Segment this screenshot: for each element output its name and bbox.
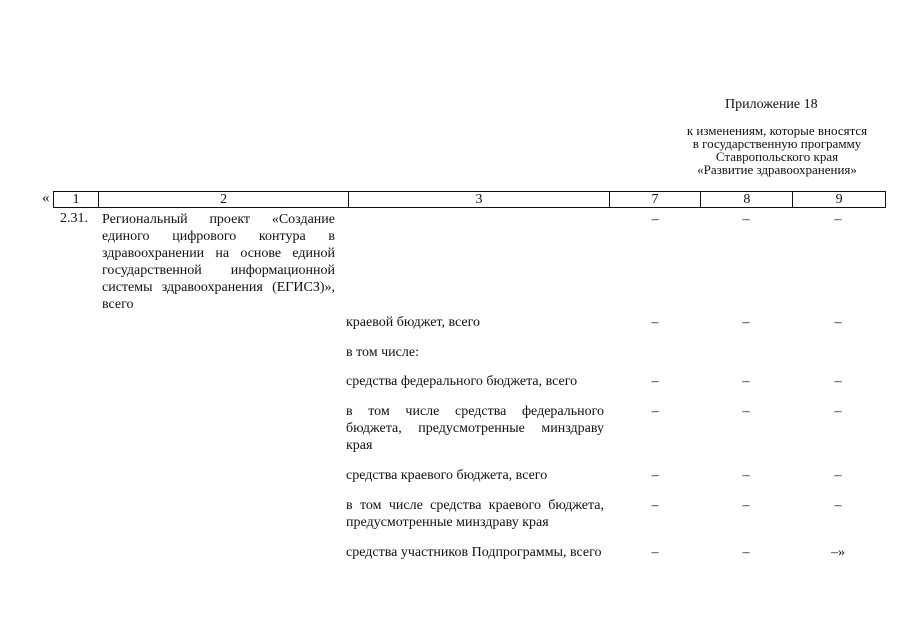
table-cell: –: [742, 374, 750, 389]
row-label: в том числе:: [346, 345, 419, 360]
table-cell: –»: [831, 545, 845, 560]
column-header: 7: [610, 192, 702, 207]
table-header: [53, 191, 886, 208]
project-name: Региональный проект «Создание единого цифрового контура в здравоохранении на основе единой государственной информационной системы здравоохранения (ЕГИСЗ)», всего: [102, 212, 335, 312]
row-number: 2.31.: [60, 211, 88, 226]
column-header: 8: [701, 192, 793, 207]
row-label: средства федерального бюджета, всего: [346, 374, 578, 389]
table-cell: –: [651, 545, 659, 560]
appendix-note-line: «Развитие здравоохранения»: [697, 162, 857, 177]
appendix-note-line: к изменениям, которые вносятся: [686, 123, 868, 138]
column-header: 1: [54, 192, 99, 207]
appendix-note-line: Ставропольского края: [715, 149, 839, 164]
table-cell: –: [651, 374, 659, 389]
table-cell: –: [742, 404, 750, 419]
open-quote: «: [42, 190, 50, 206]
table-cell: –: [742, 545, 750, 560]
table-cell: –: [742, 498, 750, 513]
column-header: 2: [99, 192, 349, 207]
table-cell: –: [742, 315, 750, 330]
table-cell: –: [834, 374, 842, 389]
table-cell: –: [834, 315, 842, 330]
table-cell: –: [651, 468, 659, 483]
table-cell: –: [834, 498, 842, 513]
table-cell: –: [834, 404, 842, 419]
table-cell: –: [834, 212, 842, 227]
table-cell: –: [651, 315, 659, 330]
column-header: 3: [349, 192, 609, 207]
column-header: 9: [835, 192, 843, 207]
table-cell: –: [742, 212, 750, 227]
table-cell: –: [651, 404, 659, 419]
appendix-note-line: в государственную программу: [692, 136, 862, 151]
row-label: в том числе средства краевого бюджета, предусмотренные минздраву края: [346, 498, 604, 530]
appendix-note: [664, 124, 890, 176]
table-cell: –: [651, 212, 659, 227]
row-label: в том числе средства федерального бюджета, предусмотренные минздраву края: [346, 404, 604, 453]
row-label: краевой бюджет, всего: [346, 315, 481, 330]
table-cell: –: [651, 498, 659, 513]
row-label: средства краевого бюджета, всего: [346, 468, 548, 483]
table-cell: –: [742, 468, 750, 483]
table-cell: –: [834, 468, 842, 483]
appendix-title: Приложение 18: [725, 97, 818, 112]
row-label: средства участников Подпрограммы, всего: [346, 545, 602, 560]
